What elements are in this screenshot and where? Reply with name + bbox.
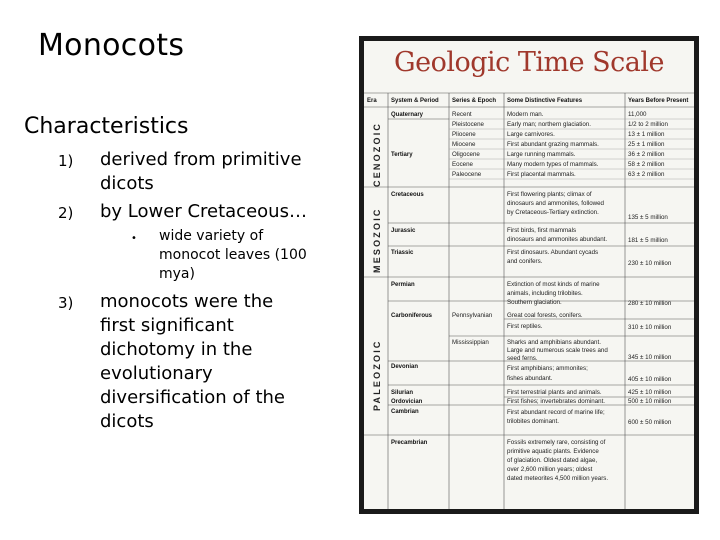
header-years: Years Before Present [628,98,689,104]
epoch-pliocene: Pliocene [452,131,476,138]
item-number-3: 3) [58,294,74,312]
feature-triassic-1: First dinosaurs. Abundant cycads [507,249,599,256]
feature-precambrian-4: over 2,600 million years; oldest [507,466,593,473]
epoch-pennsylvanian: Pennsylvanian [452,312,493,319]
feature-mississippian-3: seed ferns. [507,355,538,362]
item-1 [100,148,302,196]
feature-jurassic-2: dinosaurs and ammonites abundant. [507,236,608,243]
years-jurassic: 181 ± 5 million [628,237,668,244]
era-paleozoic: PALEOZOIC [372,339,382,411]
years-paleocene: 63 ± 2 million [628,171,665,178]
feature-cambrian-1: First abundant record of marine life; [507,409,605,416]
feature-mississippian-1: Sharks and amphibians abundant. [507,339,601,346]
sub-item-line-3: mya) [159,266,195,282]
item-3-line-6: dicots [100,411,154,432]
epoch-pleistocene: Pleistocene [452,121,484,128]
period-precambrian: Precambrian [391,440,428,446]
years-mississippian: 345 ± 10 million [628,354,672,361]
years-devonian: 405 ± 10 million [628,376,672,383]
feature-mississippian-2: Large and numerous scale trees and [507,347,608,354]
feature-cretaceous-1: First flowering plants; climax of [507,191,592,198]
period-silurian: Silurian [391,390,414,396]
feature-pleistocene: Early man; northern glaciation. [507,121,591,128]
sub-item-line-2: monocot leaves (100 [159,247,307,263]
item-3-line-1: monocots were the [100,291,274,312]
item-3-line-4: evolutionary [100,363,213,384]
years-pennsylvanian: 310 ± 10 million [628,324,672,331]
years-eocene: 58 ± 2 million [628,161,665,168]
chart-title: Geologic Time Scale [394,47,664,78]
item-3-line-2: first significant [100,315,234,336]
period-jurassic: Jurassic [391,228,416,234]
feature-precambrian-1: Fossils extremely rare, consisting of [507,439,606,446]
years-ordovician: 500 ± 10 million [628,398,672,405]
feature-devonian-2: fishes abundant. [507,375,553,382]
geologic-time-scale-chart [359,36,699,514]
feature-precambrian-3: of glaciation. Oldest dated algae, [507,457,598,464]
header-series: Series & Epoch [452,98,497,104]
years-silurian: 425 ± 10 million [628,389,672,396]
years-recent: 11,000 [628,111,647,118]
epoch-eocene: Eocene [452,161,473,168]
period-triassic: Triassic [391,250,414,256]
feature-permian-3: Southern glaciation. [507,299,562,306]
header-features: Some Distinctive Features [507,98,583,104]
feature-pennsylvanian-1: Great coal forests, conifers. [507,312,583,319]
period-devonian: Devonian [391,364,419,370]
item-number-1: 1) [58,152,74,170]
feature-recent: Modern man. [507,111,544,118]
feature-triassic-2: and conifers. [507,258,543,265]
years-oligocene: 36 ± 2 million [628,151,665,158]
epoch-oligocene: Oligocene [452,151,480,158]
epoch-paleocene: Paleocene [452,171,482,178]
period-quaternary: Quaternary [391,112,424,118]
period-ordovician: Ordovician [391,399,423,405]
sub-item [159,227,307,284]
header-system: System & Period [391,98,439,104]
feature-miocene: First abundant grazing mammals. [507,141,599,148]
header-era: Era [367,98,377,104]
period-carboniferous: Carboniferous [391,313,433,319]
feature-jurassic-1: First birds, first mammals [507,227,577,234]
years-pliocene: 13 ± 1 million [628,131,665,138]
period-cambrian: Cambrian [391,409,419,415]
time-scale-table [364,41,694,509]
years-miocene: 25 ± 1 million [628,141,665,148]
feature-cambrian-2: trilobites dominant. [507,418,559,425]
years-pleistocene: 1/2 to 2 million [628,121,668,128]
feature-cretaceous-2: dinosaurs and ammonites, followed [507,200,604,207]
epoch-mississippian: Mississippian [452,339,489,346]
item-number-2: 2) [58,204,74,222]
feature-paleocene: First placental mammals. [507,171,576,178]
period-cretaceous: Cretaceous [391,192,424,198]
item-2-line-1: by Lower Cretaceous… [100,201,307,222]
years-permian: 280 ± 10 million [628,300,672,307]
period-tertiary: Tertiary [391,152,413,158]
feature-oligocene: Large running mammals. [507,151,576,158]
epoch-rules [449,119,694,179]
years-cambrian: 600 ± 50 million [628,419,672,426]
feature-precambrian-2: primitive aquatic plants. Evidence [507,448,599,455]
item-3-line-5: diversification of the [100,387,286,408]
feature-pliocene: Large carnivores. [507,131,555,138]
feature-devonian-1: First amphibians; ammonites; [507,365,588,372]
era-mesozoic: MESOZOIC [372,207,382,273]
item-1-line-2: dicots [100,173,154,194]
feature-permian-1: Extinction of most kinds of marine [507,281,600,288]
item-2 [100,200,307,224]
epoch-recent: Recent [452,111,472,118]
years-triassic: 230 ± 10 million [628,260,672,267]
feature-pennsylvanian-2: First reptiles. [507,323,543,330]
feature-ordovician: First fishes; invertebrates dominant. [507,398,606,405]
years-cretaceous: 135 ± 5 million [628,214,668,221]
period-permian: Permian [391,282,415,288]
feature-silurian: First terrestrial plants and animals. [507,389,602,396]
feature-eocene: Many modern types of mammals. [507,161,599,168]
chart-panel [364,41,694,509]
item-3-line-3: dichotomy in the [100,339,253,360]
slide-title: Monocots [38,28,185,63]
era-cenozoic: CENOZOIC [372,121,382,187]
item-1-line-1: derived from primitive [100,149,302,170]
epoch-miocene: Miocene [452,141,476,148]
feature-permian-2: animals, including trilobites. [507,290,583,297]
subtitle: Characteristics [24,114,189,139]
feature-precambrian-5: dated meteorites 4,500 million years. [507,475,609,482]
feature-cretaceous-3: by Cretaceous-Tertiary extinction. [507,209,599,216]
item-3 [100,290,285,434]
sub-item-line-1: wide variety of [159,228,264,244]
sub-item-bullet: • [131,233,137,244]
